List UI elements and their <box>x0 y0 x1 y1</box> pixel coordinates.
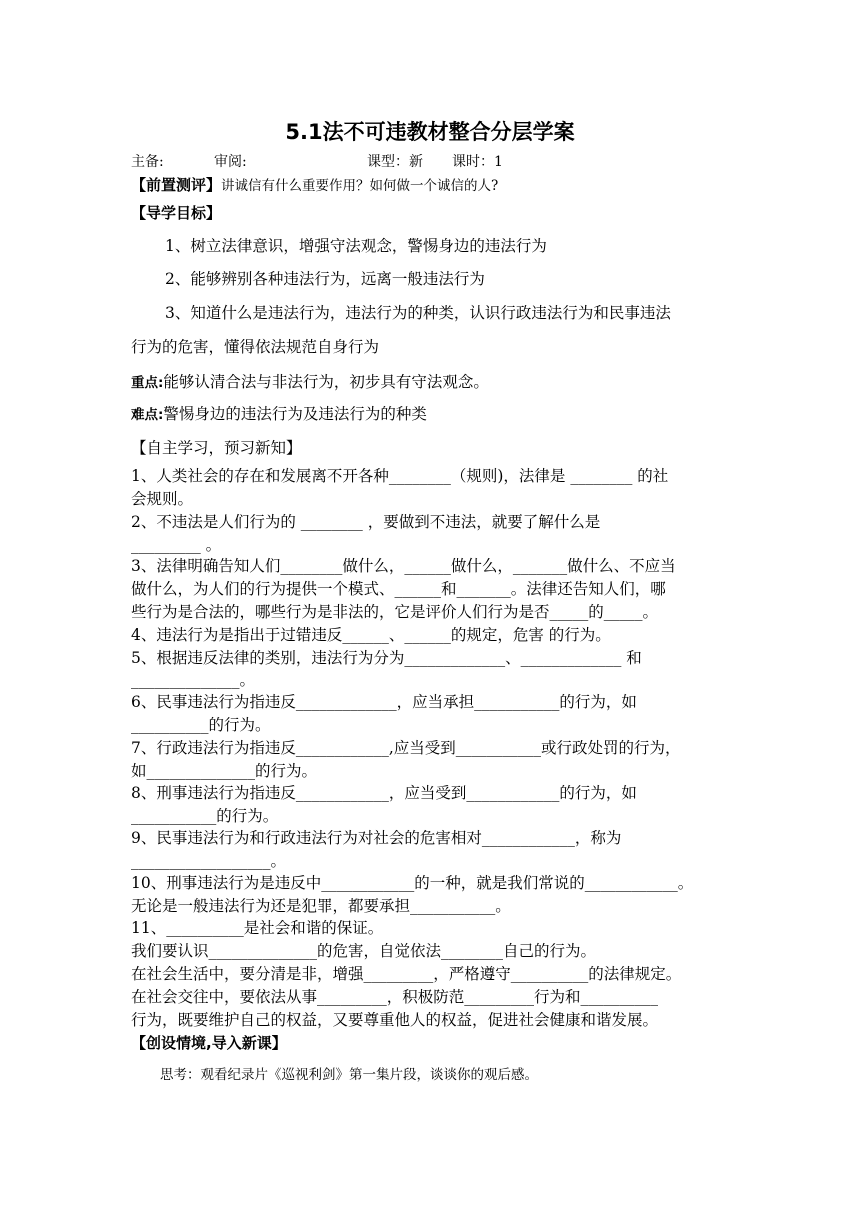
meta-keshi: 课时：1 <box>452 154 503 170</box>
question-3c: 些行为是合法的，哪些行为是非法的，它是评价人们行为是否_____的_____。 <box>131 603 659 621</box>
key-point-label: 重点: <box>131 375 164 391</box>
question-11d: 在社会交往中，要依法从事_________，积极防范_________行为和__________ <box>131 988 659 1006</box>
goal-2: 2、能够辨别各种违法行为，远离一般违法行为 <box>165 270 485 288</box>
scenario-label: 【创设情境,导入新课】 <box>131 1034 287 1052</box>
question-5b: ______________。 <box>131 671 256 689</box>
question-4: 4、违法行为是指出于过错违反______、______的规定，危害 的行为。 <box>131 626 611 644</box>
key-point-line <box>131 372 489 393</box>
question-5a: 5、根据违反法律的类别，违法行为分为_____________、_____________ 和 <box>131 649 642 667</box>
question-3a: 3、法律明确告知人们________做什么，______做什么，_______做什么、不应当 <box>131 557 676 575</box>
question-10b: 无论是一般违法行为还是犯罪，都要承担___________。 <box>131 897 511 915</box>
goals-label: 【导学目标】 <box>131 204 222 222</box>
question-7a: 7、行政违法行为指违反____________,应当受到___________或行政处罚的行为， <box>131 739 681 757</box>
preview-label: 【前置测评】 <box>131 176 222 194</box>
difficulty-line <box>131 404 427 425</box>
scenario-think: 思考：观看纪录片《巡视利剑》第一集片段，谈谈你的观后感。 <box>160 1067 538 1083</box>
self-study-label: 【自主学习，预习新知】 <box>131 439 302 457</box>
question-9a: 9、民事违法行为和行政违法行为对社会的危害相对____________，称为 <box>131 829 622 847</box>
key-point-text: 能够认清合法与非法行为，初步具有守法观念。 <box>163 373 489 391</box>
document-title: 5.1法不可违教材整合分层学案 <box>285 120 575 144</box>
question-9b: __________________。 <box>131 852 287 870</box>
question-3b: 做什么，为人们的行为提供一个模式、______和_______。法律还告知人们，哪 <box>131 580 666 598</box>
meta-zhubei: 主备: <box>131 154 164 170</box>
question-6a: 6、民事违法行为指违反_____________，应当承担___________的行为，如 <box>131 693 637 711</box>
difficulty-text: 警惕身边的违法行为及违法行为的种类 <box>163 405 427 423</box>
question-10a: 10、刑事违法行为是违反中____________的一种，就是我们常说的____________。 <box>131 874 694 892</box>
preview-line <box>131 175 498 196</box>
question-1a: 1、人类社会的存在和发展离不开各种________（规则)，法律是 ________ 的社 <box>131 467 669 485</box>
meta-kexing: 课型：新 <box>367 154 423 170</box>
question-11e: 行为，既要维护自己的权益，又要尊重他人的权益，促进社会健康和谐发展。 <box>131 1011 659 1029</box>
goal-1: 1、树立法律意识，增强守法观念，警惕身边的违法行为 <box>165 237 547 255</box>
question-2b: _________ 。 <box>131 536 222 554</box>
question-1b: 会规则。 <box>131 490 194 508</box>
question-6b: __________的行为。 <box>131 716 271 734</box>
question-11c: 在社会生活中，要分清是非，增强_________，严格遵守__________的法律规定。 <box>131 965 682 983</box>
question-8a: 8、刑事违法行为指违反____________，应当受到____________的行为，如 <box>131 784 637 802</box>
question-11a: 11、__________是社会和谐的保证。 <box>131 919 384 937</box>
goal-3b: 行为的危害，懂得依法规范自身行为 <box>131 338 380 356</box>
question-2a: 2、不违法是人们行为的 ________ ，要做到不违法，就要了解什么是 <box>131 513 601 531</box>
preview-text: 讲诚信有什么重要作用？如何做一个诚信的人? <box>221 178 499 194</box>
goal-3a: 3、知道什么是违法行为，违法行为的种类，认识行政违法行为和民事违法 <box>165 304 671 322</box>
meta-shenyue: 审阅: <box>214 154 247 170</box>
question-7b: 如______________的行为。 <box>131 762 318 780</box>
question-8b: ___________的行为。 <box>131 807 279 825</box>
difficulty-label: 难点: <box>131 407 164 423</box>
question-11b: 我们要认识______________的危害，自觉依法________自己的行为。 <box>131 942 597 960</box>
